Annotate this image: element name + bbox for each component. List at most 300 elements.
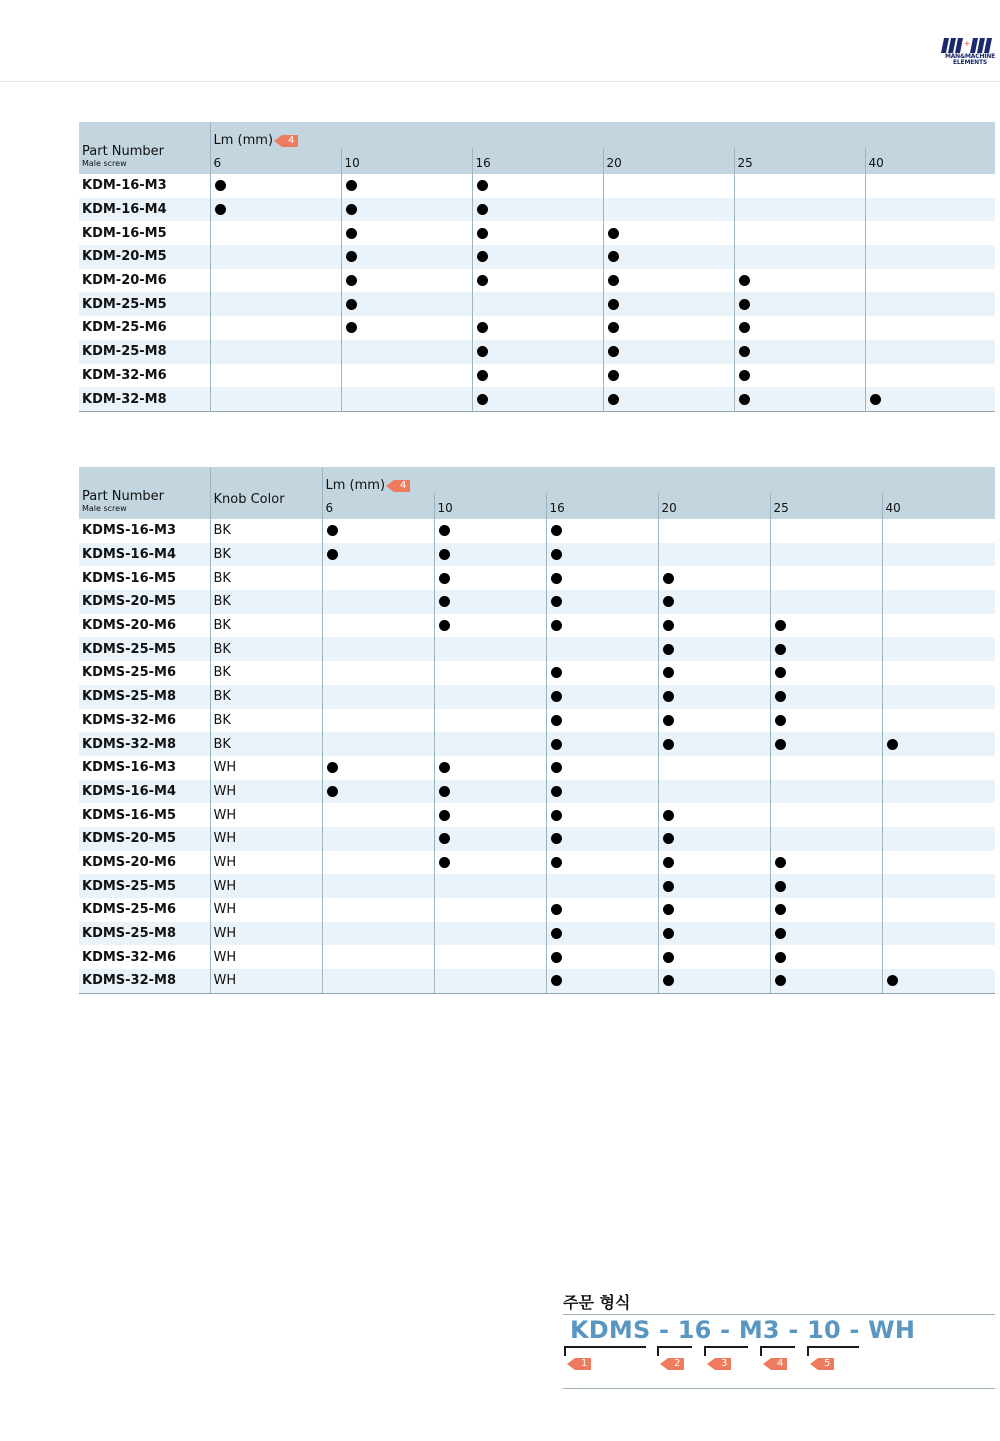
availability-cell — [210, 292, 341, 316]
available-dot-icon — [870, 394, 881, 405]
availability-cell — [658, 685, 770, 709]
part-number-cell: KDMS-16-M4 — [79, 543, 210, 567]
availability-cell — [882, 709, 995, 733]
availability-cell — [546, 709, 658, 733]
availability-cell — [341, 174, 472, 198]
availability-cell — [658, 851, 770, 875]
available-dot-icon — [775, 667, 786, 678]
table-row — [79, 543, 995, 567]
available-dot-icon — [327, 549, 338, 560]
availability-cell — [322, 637, 434, 661]
availability-cell — [658, 732, 770, 756]
available-dot-icon — [439, 620, 450, 631]
availability-cell — [603, 364, 734, 388]
availability-cell — [210, 340, 341, 364]
availability-cell — [472, 364, 603, 388]
availability-cell — [770, 898, 882, 922]
availability-cell — [882, 519, 995, 543]
lm-col-10: 10 — [341, 148, 472, 174]
availability-cell — [734, 340, 865, 364]
table-row — [79, 827, 995, 851]
availability-cell — [658, 519, 770, 543]
availability-cell — [322, 803, 434, 827]
table-row — [79, 387, 995, 411]
availability-cell — [322, 780, 434, 804]
available-dot-icon — [551, 952, 562, 963]
availability-cell — [770, 685, 882, 709]
lm-header: Lm (mm) 4 — [322, 467, 995, 493]
availability-cell — [546, 898, 658, 922]
availability-cell — [882, 969, 995, 993]
available-dot-icon — [551, 596, 562, 607]
availability-cell — [322, 898, 434, 922]
availability-cell — [322, 922, 434, 946]
knob-color-cell: BK — [210, 709, 322, 733]
available-dot-icon — [663, 857, 674, 868]
availability-cell — [865, 340, 995, 364]
lm-col-6: 6 — [210, 148, 341, 174]
table-row — [79, 732, 995, 756]
availability-cell — [770, 732, 882, 756]
availability-cell — [341, 316, 472, 340]
availability-cell — [770, 756, 882, 780]
availability-cell — [865, 174, 995, 198]
knob-color-cell: BK — [210, 732, 322, 756]
availability-cell — [865, 269, 995, 293]
table-row — [79, 803, 995, 827]
availability-cell — [546, 756, 658, 780]
part-number-cell: KDMS-25-M6 — [79, 898, 210, 922]
availability-cell — [603, 387, 734, 411]
table-row — [79, 245, 995, 269]
availability-cell — [434, 803, 546, 827]
availability-cell — [770, 614, 882, 638]
availability-cell — [472, 245, 603, 269]
availability-cell — [734, 316, 865, 340]
availability-cell — [322, 756, 434, 780]
available-dot-icon — [551, 691, 562, 702]
available-dot-icon — [608, 322, 619, 333]
availability-cell — [770, 945, 882, 969]
availability-cell — [322, 685, 434, 709]
availability-cell — [434, 519, 546, 543]
availability-cell — [770, 922, 882, 946]
availability-cell — [210, 198, 341, 222]
available-dot-icon — [551, 904, 562, 915]
availability-cell — [546, 637, 658, 661]
availability-cell — [770, 874, 882, 898]
available-dot-icon — [327, 525, 338, 536]
part-number-cell: KDMS-16-M5 — [79, 566, 210, 590]
available-dot-icon — [477, 370, 488, 381]
available-dot-icon — [663, 739, 674, 750]
availability-cell — [882, 874, 995, 898]
availability-cell — [546, 780, 658, 804]
order-badge-2: 2 — [668, 1358, 684, 1370]
availability-cell — [322, 614, 434, 638]
availability-cell — [341, 245, 472, 269]
lm-col-25: 25 — [770, 493, 882, 519]
available-dot-icon — [608, 228, 619, 239]
availability-cell — [770, 661, 882, 685]
availability-cell — [434, 780, 546, 804]
available-dot-icon — [551, 762, 562, 773]
availability-cell — [770, 566, 882, 590]
knob-color-cell: WH — [210, 874, 322, 898]
part-number-subheader: Male screw — [82, 504, 127, 513]
available-dot-icon — [477, 394, 488, 405]
availability-cell — [434, 685, 546, 709]
available-dot-icon — [663, 928, 674, 939]
availability-cell — [322, 709, 434, 733]
availability-cell — [322, 590, 434, 614]
order-divider-top — [563, 1314, 995, 1315]
lm-col-25: 25 — [734, 148, 865, 174]
available-dot-icon — [739, 275, 750, 286]
availability-cell — [734, 174, 865, 198]
availability-cell — [434, 590, 546, 614]
available-dot-icon — [663, 691, 674, 702]
knob-color-cell: WH — [210, 898, 322, 922]
available-dot-icon — [346, 322, 357, 333]
availability-cell — [603, 198, 734, 222]
part-number-cell: KDM-16-M4 — [79, 198, 210, 222]
availability-cell — [322, 969, 434, 993]
availability-cell — [546, 543, 658, 567]
availability-cell — [770, 780, 882, 804]
available-dot-icon — [477, 228, 488, 239]
order-badge-5: 5 — [818, 1358, 834, 1370]
lm-badge: 4 — [282, 135, 298, 147]
available-dot-icon — [551, 573, 562, 584]
availability-cell — [434, 969, 546, 993]
available-dot-icon — [346, 299, 357, 310]
availability-cell — [882, 543, 995, 567]
table-row — [79, 364, 995, 388]
available-dot-icon — [887, 739, 898, 750]
available-dot-icon — [551, 549, 562, 560]
part-number-cell: KDM-16-M5 — [79, 221, 210, 245]
availability-cell — [865, 387, 995, 411]
part-number-cell: KDM-25-M6 — [79, 316, 210, 340]
part-number-cell: KDMS-20-M5 — [79, 590, 210, 614]
table-row — [79, 316, 995, 340]
availability-cell — [865, 316, 995, 340]
table-row — [79, 519, 995, 543]
table-row — [79, 851, 995, 875]
order-segment-bracket — [704, 1346, 748, 1348]
available-dot-icon — [663, 667, 674, 678]
availability-cell — [210, 269, 341, 293]
availability-cell — [434, 543, 546, 567]
available-dot-icon — [551, 620, 562, 631]
available-dot-icon — [775, 739, 786, 750]
availability-cell — [603, 221, 734, 245]
part-number-cell: KDM-25-M5 — [79, 292, 210, 316]
kdms-spec-table — [79, 467, 995, 994]
availability-cell — [658, 898, 770, 922]
availability-cell — [546, 922, 658, 946]
part-number-cell: KDMS-32-M6 — [79, 945, 210, 969]
availability-cell — [322, 945, 434, 969]
availability-cell — [882, 637, 995, 661]
availability-cell — [603, 292, 734, 316]
part-number-cell: KDM-32-M6 — [79, 364, 210, 388]
availability-cell — [472, 316, 603, 340]
knob-color-cell: WH — [210, 780, 322, 804]
availability-cell — [865, 364, 995, 388]
part-number-cell: KDM-20-M5 — [79, 245, 210, 269]
part-number-cell: KDMS-25-M6 — [79, 661, 210, 685]
availability-cell — [546, 661, 658, 685]
availability-cell — [603, 340, 734, 364]
availability-cell — [734, 245, 865, 269]
availability-cell — [472, 174, 603, 198]
availability-cell — [658, 827, 770, 851]
availability-cell — [341, 340, 472, 364]
available-dot-icon — [551, 739, 562, 750]
part-number-subheader: Male screw — [82, 159, 127, 168]
available-dot-icon — [663, 881, 674, 892]
part-number-header: Part Number Male screw — [79, 122, 210, 174]
availability-cell — [734, 364, 865, 388]
available-dot-icon — [477, 275, 488, 286]
availability-cell — [546, 732, 658, 756]
part-number-header: Part Number Male screw — [79, 467, 210, 519]
order-segment-bracket — [760, 1346, 795, 1348]
available-dot-icon — [775, 691, 786, 702]
availability-cell — [322, 661, 434, 685]
availability-cell — [658, 637, 770, 661]
available-dot-icon — [608, 299, 619, 310]
availability-cell — [658, 780, 770, 804]
part-number-cell: KDM-32-M8 — [79, 387, 210, 411]
availability-cell — [734, 269, 865, 293]
availability-cell — [882, 756, 995, 780]
availability-cell — [734, 292, 865, 316]
availability-cell — [882, 922, 995, 946]
availability-cell — [770, 803, 882, 827]
available-dot-icon — [551, 810, 562, 821]
availability-cell — [546, 566, 658, 590]
part-number-cell: KDMS-20-M6 — [79, 614, 210, 638]
availability-cell — [658, 614, 770, 638]
table-row — [79, 780, 995, 804]
availability-cell — [210, 316, 341, 340]
available-dot-icon — [663, 644, 674, 655]
availability-cell — [658, 709, 770, 733]
header-divider — [0, 81, 1000, 82]
order-badge-4: 4 — [771, 1358, 787, 1370]
table-row — [79, 945, 995, 969]
availability-cell — [472, 221, 603, 245]
availability-cell — [434, 732, 546, 756]
available-dot-icon — [663, 952, 674, 963]
availability-cell — [472, 387, 603, 411]
lm-col-40: 40 — [865, 148, 995, 174]
part-number-cell: KDM-20-M6 — [79, 269, 210, 293]
table-row — [79, 922, 995, 946]
availability-cell — [658, 543, 770, 567]
availability-cell — [603, 174, 734, 198]
available-dot-icon — [439, 596, 450, 607]
available-dot-icon — [477, 322, 488, 333]
lm-col-40: 40 — [882, 493, 995, 519]
availability-cell — [882, 803, 995, 827]
availability-cell — [770, 590, 882, 614]
availability-cell — [322, 732, 434, 756]
order-badge-3: 3 — [715, 1358, 731, 1370]
knob-color-cell: BK — [210, 661, 322, 685]
available-dot-icon — [663, 596, 674, 607]
availability-cell — [770, 969, 882, 993]
knob-color-cell: WH — [210, 922, 322, 946]
availability-cell — [341, 198, 472, 222]
available-dot-icon — [551, 525, 562, 536]
order-segment-bracket — [564, 1346, 646, 1348]
part-number-cell: KDM-25-M8 — [79, 340, 210, 364]
part-number-cell: KDMS-25-M8 — [79, 685, 210, 709]
availability-cell — [322, 566, 434, 590]
available-dot-icon — [663, 715, 674, 726]
lm-col-20: 20 — [658, 493, 770, 519]
available-dot-icon — [215, 180, 226, 191]
knob-color-cell: BK — [210, 519, 322, 543]
available-dot-icon — [739, 370, 750, 381]
available-dot-icon — [739, 322, 750, 333]
availability-cell — [210, 364, 341, 388]
availability-cell — [770, 851, 882, 875]
available-dot-icon — [775, 644, 786, 655]
part-number-cell: KDMS-25-M5 — [79, 874, 210, 898]
availability-cell — [734, 198, 865, 222]
available-dot-icon — [439, 786, 450, 797]
availability-cell — [341, 269, 472, 293]
available-dot-icon — [346, 180, 357, 191]
availability-cell — [882, 732, 995, 756]
available-dot-icon — [439, 857, 450, 868]
available-dot-icon — [608, 346, 619, 357]
availability-cell — [882, 590, 995, 614]
available-dot-icon — [663, 975, 674, 986]
available-dot-icon — [346, 275, 357, 286]
knob-color-cell: WH — [210, 851, 322, 875]
available-dot-icon — [775, 928, 786, 939]
part-number-cell: KDMS-16-M4 — [79, 780, 210, 804]
availability-cell — [434, 945, 546, 969]
availability-cell — [472, 292, 603, 316]
availability-cell — [434, 874, 546, 898]
available-dot-icon — [439, 525, 450, 536]
part-number-cell: KDM-16-M3 — [79, 174, 210, 198]
part-number-cell: KDMS-20-M6 — [79, 851, 210, 875]
knob-color-cell: BK — [210, 685, 322, 709]
knob-color-cell: WH — [210, 827, 322, 851]
availability-cell — [434, 614, 546, 638]
lm-col-6: 6 — [322, 493, 434, 519]
availability-cell — [322, 827, 434, 851]
order-format-title: 주문 형식 — [563, 1293, 631, 1312]
available-dot-icon — [551, 833, 562, 844]
availability-cell — [210, 245, 341, 269]
table-row — [79, 637, 995, 661]
availability-cell — [546, 519, 658, 543]
availability-cell — [882, 661, 995, 685]
table-row — [79, 221, 995, 245]
available-dot-icon — [775, 620, 786, 631]
availability-cell — [322, 851, 434, 875]
availability-cell — [658, 969, 770, 993]
available-dot-icon — [608, 394, 619, 405]
lm-header: Lm (mm) 4 — [210, 122, 995, 148]
knob-color-cell: BK — [210, 614, 322, 638]
availability-cell — [546, 945, 658, 969]
knob-color-cell: BK — [210, 543, 322, 567]
knob-color-cell: BK — [210, 590, 322, 614]
table-row — [79, 292, 995, 316]
part-number-cell: KDMS-32-M6 — [79, 709, 210, 733]
availability-cell — [472, 198, 603, 222]
availability-cell — [322, 519, 434, 543]
table-row — [79, 898, 995, 922]
order-code-example: KDMS - 16 - M3 - 10 - WH — [570, 1316, 916, 1344]
knob-color-cell: WH — [210, 803, 322, 827]
availability-cell — [341, 364, 472, 388]
available-dot-icon — [608, 370, 619, 381]
availability-cell — [546, 614, 658, 638]
availability-cell — [770, 519, 882, 543]
table-row — [79, 614, 995, 638]
svg-text:+: + — [963, 39, 971, 48]
table-row — [79, 340, 995, 364]
availability-cell — [434, 827, 546, 851]
part-number-cell: KDMS-32-M8 — [79, 732, 210, 756]
table-row — [79, 969, 995, 993]
available-dot-icon — [477, 180, 488, 191]
availability-cell — [434, 637, 546, 661]
available-dot-icon — [327, 786, 338, 797]
availability-cell — [770, 709, 882, 733]
available-dot-icon — [439, 810, 450, 821]
availability-cell — [434, 922, 546, 946]
availability-cell — [210, 221, 341, 245]
table-row — [79, 566, 995, 590]
availability-cell — [658, 566, 770, 590]
availability-cell — [434, 709, 546, 733]
knob-color-cell: WH — [210, 945, 322, 969]
table-row — [79, 269, 995, 293]
knob-color-cell: BK — [210, 637, 322, 661]
available-dot-icon — [477, 251, 488, 262]
available-dot-icon — [663, 620, 674, 631]
order-badge-1: 1 — [575, 1358, 591, 1370]
availability-cell — [882, 685, 995, 709]
availability-cell — [210, 387, 341, 411]
part-number-cell: KDMS-25-M5 — [79, 637, 210, 661]
lm-badge: 4 — [394, 480, 410, 492]
available-dot-icon — [346, 204, 357, 215]
part-number-cell: KDMS-32-M8 — [79, 969, 210, 993]
availability-cell — [658, 756, 770, 780]
availability-cell — [658, 922, 770, 946]
available-dot-icon — [775, 952, 786, 963]
availability-cell — [546, 874, 658, 898]
part-number-cell: KDMS-25-M8 — [79, 922, 210, 946]
availability-cell — [770, 543, 882, 567]
availability-cell — [546, 685, 658, 709]
availability-cell — [603, 316, 734, 340]
availability-cell — [865, 292, 995, 316]
